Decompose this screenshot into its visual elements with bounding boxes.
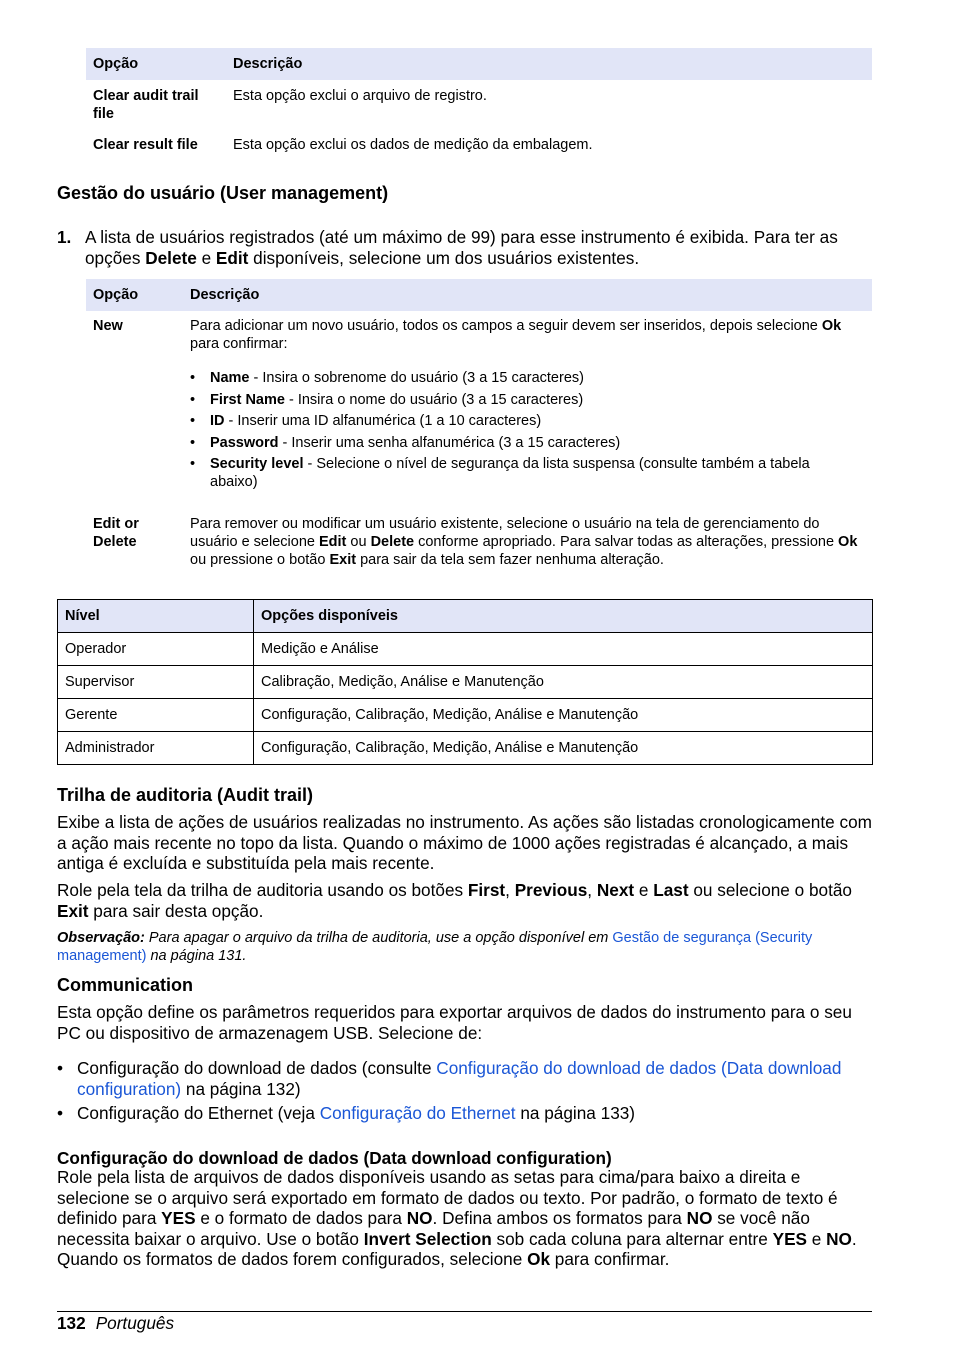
audit-paragraph-1: Exibe a lista de ações de usuários realizadas no instrumento. As ações são listadas cronologicamente com a ação mais recente no topo da lista. Quando o máximo de 1000 ações registradas é alcançado, a mais antiga é excluída e substituída pela mais recente.: [57, 812, 872, 873]
table2-desc-new: Para adicionar um novo usuário, todos os campos a seguir devem ser inseridos, depois selecione Ok para confirmar:: [190, 318, 842, 352]
level-cell: Administrador: [58, 732, 254, 765]
level-cell: Gerente: [58, 699, 254, 732]
table2-desc-edit-delete: Para remover ou modificar um usuário existente, selecione o usuário na tela de gerenciamento do usuário e selecione Edit ou Delete conforme apropriado. Para salvar todas as alterações, pressione Ok ou pressione o botão Exit para sair da tela sem fazer nenhuma alteração.: [190, 516, 858, 568]
level-cell: Operador: [58, 633, 254, 666]
footer-divider: [57, 1311, 872, 1312]
table1-desc-clear-audit: Esta opção exclui o arquivo de registro.: [233, 88, 487, 104]
table-row: [58, 699, 873, 732]
data-download-paragraph: Role pela lista de arquivos de dados disponíveis usando as setas para cima/para baixo a direita e selecione se o arquivo será exportado em formato de dados ou texto. Por padrão, o formato de texto é definido para YES e o formato de dados para NO. Defina ambos os formatos para NO se você não necessita baixar o arquivo. Use o botão Invert Selection sob cada coluna para alternar entre YES e NO. Quando os formatos de dados forem configurados, selecione Ok para confirmar.: [57, 1167, 857, 1269]
data-download-heading: Configuração do download de dados (Data download configuration): [57, 1148, 612, 1168]
user-management-heading: Gestão do usuário (User management): [57, 183, 389, 203]
levels-header-level: Nível: [58, 600, 254, 633]
list-item: • Configuração do download de dados (consulte Configuração do download de dados (Data download configuration) na página 132): [57, 1058, 847, 1100]
table1-option-clear-audit: Clear audit trail file: [93, 88, 199, 122]
table2-header: [86, 279, 872, 311]
table1-header-option: Opção: [93, 56, 139, 72]
list-item: • Name - Insira o sobrenome do usuário (3 a 15 caracteres): [190, 369, 840, 387]
list-item: • Security level - Selecione o nível de segurança da lista suspensa (consulte também a tabela abaixo): [190, 455, 840, 491]
table2-header-option: Opção: [93, 287, 139, 303]
options-cell: Calibração, Medição, Análise e Manutenção: [254, 666, 873, 699]
levels-header-options: Opções disponíveis: [254, 600, 873, 633]
audit-paragraph-2: Role pela tela da trilha de auditoria usando os botões First, Previous, Next e Last ou selecione o botão Exit para sair desta opção.: [57, 880, 852, 921]
security-management-link[interactable]: Gestão de segurança (Security management): [57, 930, 813, 964]
options-cell: Medição e Análise: [254, 633, 873, 666]
communication-options-list: [57, 1058, 847, 1127]
page-number: 132: [57, 1313, 86, 1333]
list-item: • Configuração do Ethernet (veja Configuração do Ethernet na página 133): [57, 1103, 847, 1124]
audit-note: Observação: Para apagar o arquivo da trilha de auditoria, use a opção disponível em Gestão de segurança (Security management) na página 131.: [57, 930, 813, 964]
new-user-fields-list: [190, 369, 840, 495]
table2-option-new: New: [93, 318, 123, 334]
communication-paragraph: Esta opção define os parâmetros requeridos para exportar arquivos de dados do instrumento para o seu PC ou dispositivo de armazenagem USB. Selecione de:: [57, 1002, 852, 1043]
table1-option-clear-result: Clear result file: [93, 137, 198, 153]
table1-header: [86, 48, 872, 80]
table2-header-description: Descrição: [190, 287, 260, 303]
footer: [57, 1313, 174, 1333]
ethernet-config-link[interactable]: Configuração do Ethernet: [319, 1103, 516, 1123]
table-row: [58, 633, 873, 666]
table-row: [58, 666, 873, 699]
table-row: [58, 732, 873, 765]
security-levels-table: [57, 599, 873, 765]
options-cell: Configuração, Calibração, Medição, Análise e Manutenção: [254, 732, 873, 765]
list-item: • Password - Inserir uma senha alfanumérica (3 a 15 caracteres): [190, 434, 840, 452]
communication-heading: Communication: [57, 975, 194, 995]
table1-desc-clear-result: Esta opção exclui os dados de medição da embalagem.: [233, 137, 593, 153]
table2-option-edit-delete: Edit or Delete: [93, 516, 139, 550]
footer-language: Português: [95, 1313, 175, 1333]
options-cell: Configuração, Calibração, Medição, Análise e Manutenção: [254, 699, 873, 732]
list-item: • First Name - Insira o nome do usuário (3 a 15 caracteres): [190, 391, 840, 409]
step-text: A lista de usuários registrados (até um máximo de 99) para esse instrumento é exibida. Para ter as opções Delete e Edit disponíveis, selecione um dos usuários existentes.: [85, 227, 838, 268]
table-header-row: [58, 600, 873, 633]
audit-trail-heading: Trilha de auditoria (Audit trail): [57, 785, 314, 805]
table1-header-description: Descrição: [233, 56, 303, 72]
list-item: • ID - Inserir uma ID alfanumérica (1 a 10 caracteres): [190, 412, 840, 430]
data-download-config-link[interactable]: Configuração do download de dados (Data download configuration): [77, 1058, 842, 1099]
step-number: 1.: [57, 227, 72, 247]
level-cell: Supervisor: [58, 666, 254, 699]
